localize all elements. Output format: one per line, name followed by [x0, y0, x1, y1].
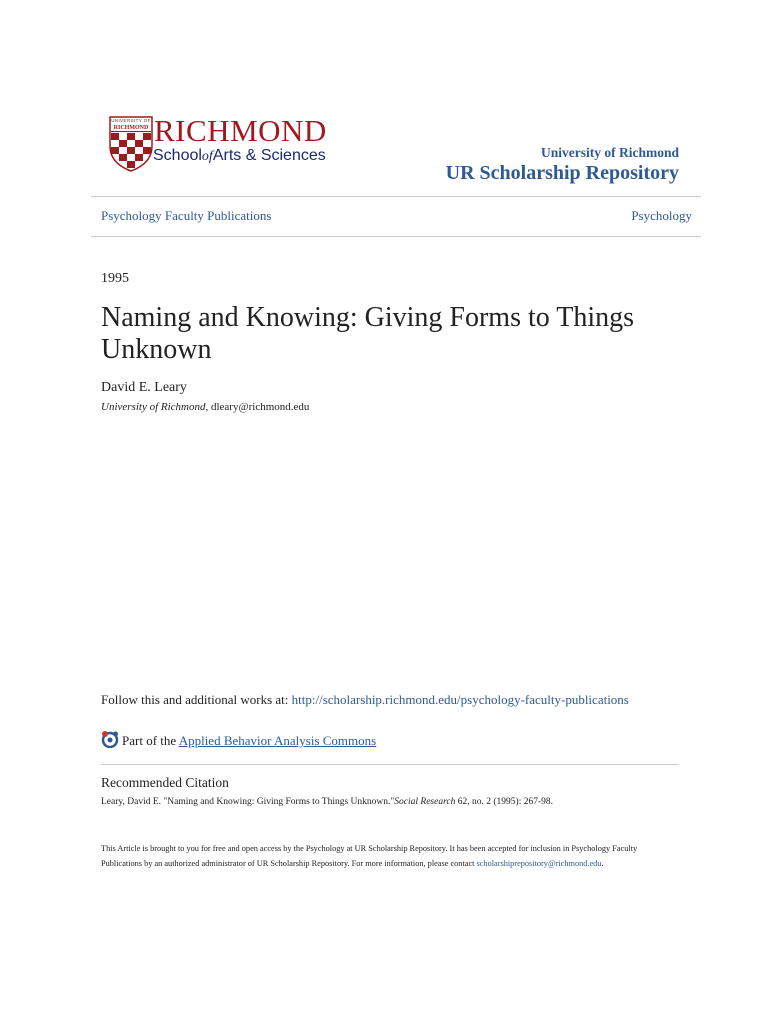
- shield-richmond: RICHMOND: [113, 125, 149, 131]
- collection-link[interactable]: Psychology Faculty Publications: [101, 208, 272, 223]
- follow-works: [101, 689, 641, 710]
- notice-end: .: [601, 859, 604, 868]
- network-commons-icon: [101, 730, 119, 748]
- article-title: Naming and Knowing: Giving Forms to Things Unknown: [101, 302, 635, 365]
- repository-name[interactable]: UR Scholarship Repository: [445, 162, 679, 184]
- citation-heading: Recommended Citation: [101, 775, 229, 790]
- publication-year: 1995: [101, 271, 129, 286]
- affiliation-name: University of Richmond: [101, 401, 206, 413]
- collection-url-link[interactable]: http://scholarship.richmond.edu/psychology-faculty-publications: [291, 692, 629, 707]
- citation-pre: Leary, David E. "Naming and Knowing: Giving Forms to Things Unknown.": [101, 797, 395, 807]
- logo-school-name: [153, 146, 326, 167]
- department-link[interactable]: Psychology: [631, 208, 692, 223]
- citation-journal: Social Research: [394, 797, 456, 807]
- logo-wordmark: RICHMOND: [154, 113, 327, 148]
- repository-org[interactable]: University of Richmond: [541, 145, 679, 160]
- collections-divider: [91, 236, 701, 237]
- author-affiliation: [101, 401, 309, 413]
- citation-text: [101, 797, 553, 807]
- part-of-commons: [101, 730, 376, 749]
- contact-email-link[interactable]: scholarshiprepository@richmond.edu: [476, 859, 602, 868]
- notice-text: This Article is brought to you for free and open access by the Psychology at UR Scholarship Repository. It has been accepted for inclusion in Psychology Faculty Publications by an authorized administrator of UR Scholarship Repository. For more information, please contact: [101, 844, 638, 868]
- citation-divider: [101, 764, 679, 765]
- school-pre: School: [153, 147, 202, 164]
- citation-post: 62, no. 2 (1995): 267-98.: [455, 797, 554, 807]
- author-name: David E. Leary: [101, 380, 187, 395]
- shield-university-of: UNIVERSITY OF: [111, 118, 151, 123]
- header-divider: [91, 196, 701, 197]
- follow-prefix: Follow this and additional works at:: [101, 692, 292, 707]
- author-email: , dleary@richmond.edu: [205, 401, 310, 413]
- school-post: Arts & Sciences: [212, 147, 326, 164]
- commons-link[interactable]: Applied Behavior Analysis Commons: [178, 733, 377, 748]
- part-of-prefix: Part of the: [122, 733, 179, 748]
- school-of: of: [201, 149, 213, 164]
- access-notice: [101, 841, 646, 871]
- richmond-logo[interactable]: [108, 113, 353, 176]
